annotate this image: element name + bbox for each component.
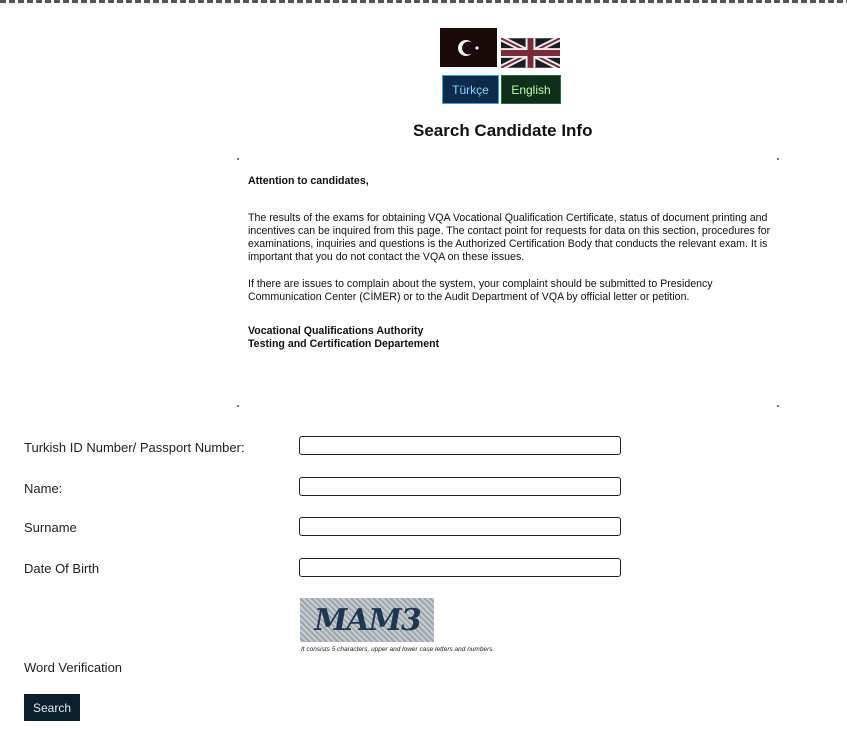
captcha-image bbox=[300, 598, 434, 642]
id-number-label: Turkish ID Number/ Passport Number: bbox=[24, 440, 245, 455]
page-title: Search Candidate Info bbox=[413, 121, 593, 140]
turkish-flag-icon[interactable] bbox=[440, 28, 497, 67]
word-verification-label: Word Verification bbox=[24, 660, 123, 675]
date-of-birth-label: Date Of Birth bbox=[24, 561, 100, 576]
english-language-button[interactable]: English bbox=[502, 76, 560, 103]
uk-flag-icon[interactable] bbox=[501, 38, 560, 68]
captcha-hint: It consists 5 characters, upper and lower case letters and numbers. bbox=[301, 646, 495, 653]
date-of-birth-input[interactable] bbox=[299, 558, 621, 577]
captcha-text: MAM3 bbox=[310, 602, 424, 638]
top-border bbox=[0, 0, 847, 3]
notice-box bbox=[248, 175, 776, 351]
id-number-input[interactable] bbox=[299, 436, 621, 455]
notice-heading: Attention to candidates, bbox=[248, 175, 369, 187]
notice-paragraph: The results of the exams for obtaining VQA Vocational Qualification Certificate, status of document printing and incentives can be inquired from this page. The contact point for requests for data on this section, procedures for examinations, inquiries and questions is the Authorized Certification Body that conducts the relevant exam. It is important that you do not contact the VQA on these issues. bbox=[248, 212, 771, 263]
divider-dot bbox=[777, 158, 779, 160]
crescent-star-icon bbox=[449, 35, 489, 61]
notice-paragraph: If there are issues to complain about the system, your complaint should be submitted to Presidency Communication Center (CİMER) or to the Audit Department of VQA by official letter or petition. bbox=[248, 278, 713, 303]
notice-signature: Vocational Qualifications Authority bbox=[248, 325, 424, 337]
search-button[interactable]: Search bbox=[24, 694, 80, 721]
surname-label: Surname bbox=[24, 520, 77, 535]
notice-signature: Testing and Certification Departement bbox=[248, 338, 440, 350]
divider-dot bbox=[237, 405, 239, 407]
divider-dot bbox=[777, 405, 779, 407]
surname-input[interactable] bbox=[299, 517, 621, 536]
name-label: Name: bbox=[24, 481, 63, 496]
turkish-language-button[interactable]: Türkçe bbox=[443, 76, 498, 103]
name-input[interactable] bbox=[299, 477, 621, 496]
divider-dot bbox=[237, 158, 239, 160]
